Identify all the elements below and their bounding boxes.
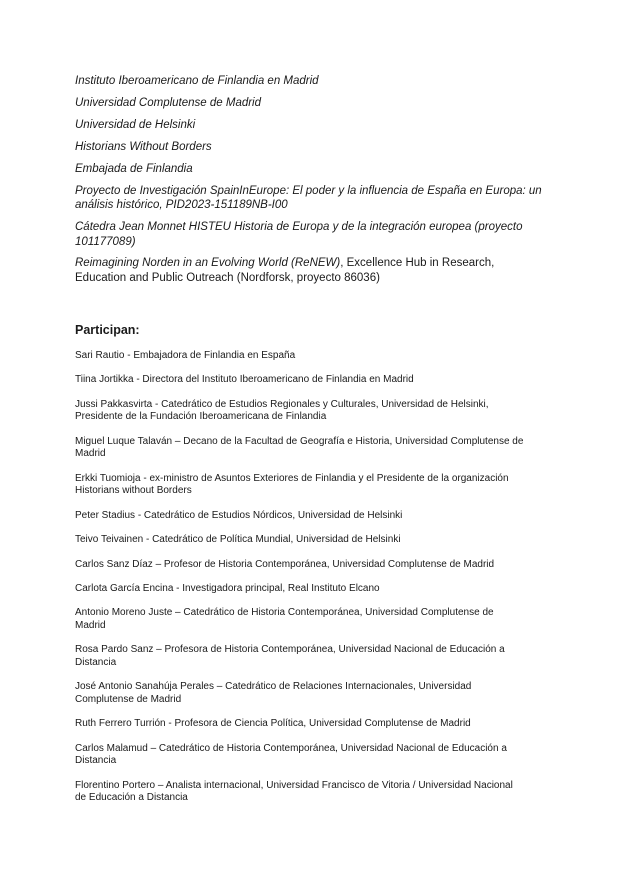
participant-entry	[75, 559, 580, 572]
participant-entry-text: José Antonio Sanahúja Perales – Catedrático de Relaciones Internacionales, Universidad	[75, 681, 472, 693]
participant-entry	[75, 644, 580, 669]
participant-entry	[75, 583, 580, 596]
participants-heading: Participan:	[75, 323, 140, 338]
participant-entry-text: Teivo Teivainen - Catedrático de Política Mundial, Universidad de Helsinki	[75, 534, 401, 546]
org-line-complutense	[75, 96, 580, 110]
participant-entry-text: Madrid	[75, 448, 106, 460]
org-line-text: Embajada de Finlandia	[75, 162, 193, 175]
participant-entry-text: Madrid	[75, 619, 106, 631]
participant-entry-text: Historians without Borders	[75, 485, 192, 497]
participant-entry	[75, 436, 580, 461]
participant-entry-text: Carlos Sanz Díaz – Profesor de Historia Contemporánea, Universidad Complutense de Madrid	[75, 558, 495, 570]
participant-entry	[75, 473, 580, 498]
participant-entry-text: Distancia	[75, 755, 117, 767]
participant-entry-text: Erkki Tuomioja - ex-ministro de Asuntos Exteriores de Finlandia y el Presidente de la organización	[75, 472, 509, 484]
project-line-renew	[75, 256, 580, 285]
participant-entry	[75, 743, 580, 768]
org-line-text: Historians Without Borders	[75, 140, 212, 153]
org-line-text: Instituto Iberoamericano de Finlandia en Madrid	[75, 75, 319, 87]
participant-entry	[75, 374, 580, 387]
project-line-text: análisis histórico, PID2023-151189NB-I00	[75, 199, 288, 212]
participant-entry-text: Antonio Moreno Juste – Catedrático de Historia Contemporánea, Universidad Complutense de	[75, 607, 494, 619]
renew-line-2: Education and Public Outreach (Nordforsk, proyecto 86036)	[75, 271, 380, 284]
participant-entry	[75, 534, 580, 547]
participant-entry-text: Florentino Portero – Analista internacional, Universidad Francisco de Vitoria / Universidad Nacional	[75, 779, 513, 791]
project-line-histeu	[75, 220, 580, 249]
project-line-text: Cátedra Jean Monnet HISTEU Historia de Europa y de la integración europea (proyecto	[75, 221, 523, 234]
participant-entry	[75, 780, 580, 805]
org-line-text: Universidad Complutense de Madrid	[75, 96, 262, 109]
participant-entry	[75, 718, 580, 731]
participant-entry-text: Distancia	[75, 656, 117, 668]
participant-entry	[75, 350, 580, 363]
participant-entry-text: Miguel Luque Talaván – Decano de la Facultad de Geografía e Historia, Universidad Complutense de	[75, 435, 524, 447]
org-line-hwb	[75, 140, 580, 154]
org-line-embajada	[75, 162, 580, 176]
renew-regular-text: , Excellence Hub in Research,	[340, 257, 495, 270]
project-line-text: 101177089)	[75, 235, 136, 248]
participant-entry-text: Carlota García Encina - Investigadora principal, Real Instituto Elcano	[75, 582, 380, 594]
participant-entry	[75, 510, 580, 523]
participant-entry-text: Rosa Pardo Sanz – Profesora de Historia Contemporánea, Universidad Nacional de Educación a	[75, 644, 505, 656]
participant-entry-text: Tiina Jortikka - Directora del Instituto Iberoamericano de Finlandia en Madrid	[75, 374, 414, 386]
renew-italic-title: Reimagining Norden in an Evolving World (ReNEW)	[75, 257, 341, 270]
org-line-helsinki	[75, 118, 580, 132]
participant-entry-text: Sari Rautio - Embajadora de Finlandia en España	[75, 350, 296, 362]
org-line-text: Universidad de Helsinki	[75, 118, 196, 131]
participant-entry-text: Ruth Ferrero Turrión - Profesora de Ciencia Política, Universidad Complutense de Madrid	[75, 718, 471, 730]
participant-entry	[75, 607, 580, 632]
project-line-text: Proyecto de Investigación SpainInEurope: El poder y la influencia de España en Europa: un	[75, 184, 542, 197]
org-line-instituto	[75, 74, 580, 88]
participant-entry-text: Peter Stadius - Catedrático de Estudios Nórdicos, Universidad de Helsinki	[75, 509, 403, 521]
participant-entry	[75, 399, 580, 424]
renew-line-1	[75, 256, 580, 270]
participant-entry-text: Complutense de Madrid	[75, 693, 182, 705]
participant-entry-text: de Educación a Distancia	[75, 792, 188, 804]
participant-entry	[75, 681, 580, 706]
participant-entry-text: Carlos Malamud – Catedrático de Historia Contemporánea, Universidad Nacional de Educación a	[75, 742, 507, 754]
participant-entry-text: Presidente de la Fundación Iberoamericana de Finlandia	[75, 411, 327, 423]
participant-entry-text: Jussi Pakkasvirta - Catedrático de Estudios Regionales y Culturales, Universidad de Helsinki,	[75, 398, 489, 410]
project-line-spainineurope	[75, 184, 580, 213]
